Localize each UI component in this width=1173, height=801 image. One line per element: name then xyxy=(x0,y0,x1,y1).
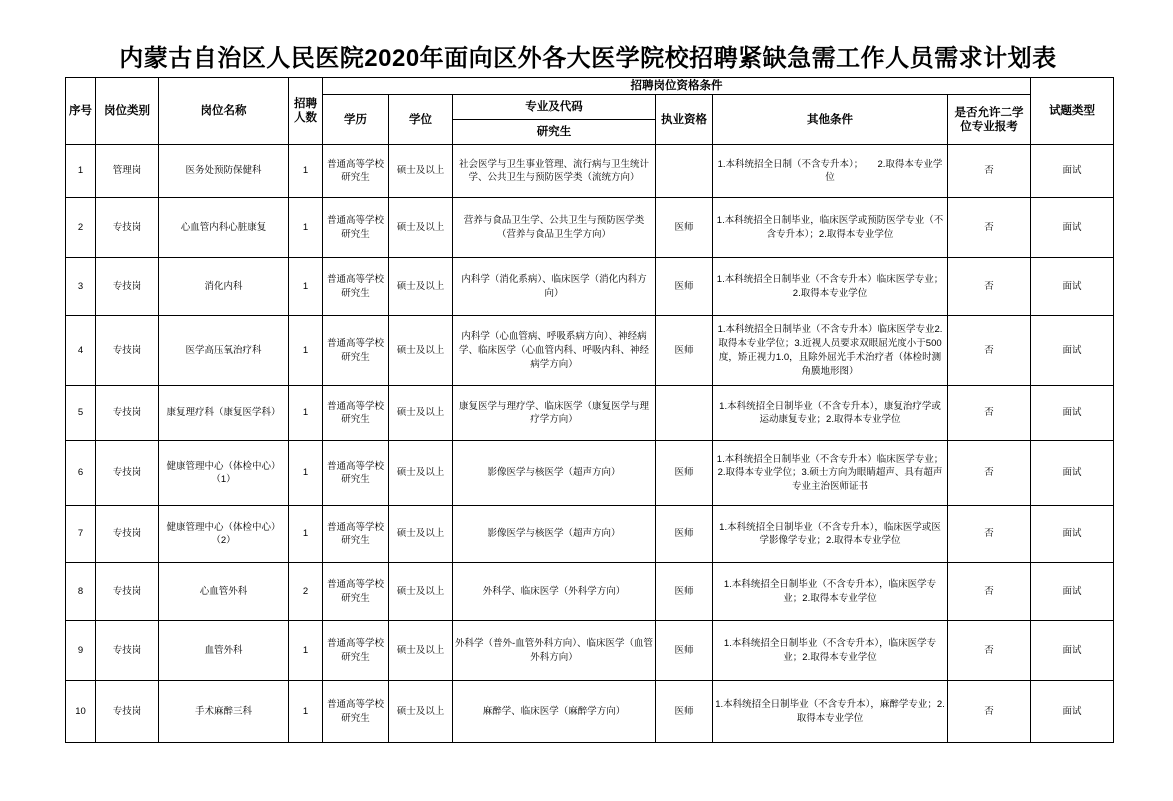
cell-education: 普通高等学校研究生 xyxy=(323,258,389,316)
table-row xyxy=(66,145,1114,198)
cell-practice-qualification: 医师 xyxy=(656,621,713,681)
cell-degree: 硕士及以上 xyxy=(389,621,453,681)
cell-degree: 硕士及以上 xyxy=(389,145,453,198)
cell-category: 专技岗 xyxy=(96,198,159,258)
header-other-conditions: 其他条件 xyxy=(713,95,948,145)
table-body xyxy=(66,145,1114,743)
cell-second-degree: 否 xyxy=(948,621,1031,681)
header-qualification-band: 招聘岗位资格条件 xyxy=(323,78,1031,95)
cell-no: 4 xyxy=(66,316,96,386)
table-row xyxy=(66,563,1114,621)
header-graduate: 研究生 xyxy=(453,120,656,145)
table-row xyxy=(66,316,1114,386)
cell-no: 9 xyxy=(66,621,96,681)
cell-second-degree: 否 xyxy=(948,386,1031,441)
cell-headcount: 1 xyxy=(289,441,323,506)
cell-position-name: 健康管理中心（体检中心）（1） xyxy=(159,441,289,506)
cell-second-degree: 否 xyxy=(948,145,1031,198)
header-second-degree: 是否允许二学位专业报考 xyxy=(948,95,1031,145)
cell-position-name: 健康管理中心（体检中心）（2） xyxy=(159,506,289,563)
cell-category: 管理岗 xyxy=(96,145,159,198)
header-degree: 学位 xyxy=(389,95,453,145)
header-exam-type: 试题类型 xyxy=(1031,78,1114,145)
cell-exam-type: 面试 xyxy=(1031,258,1114,316)
cell-category: 专技岗 xyxy=(96,386,159,441)
cell-headcount: 1 xyxy=(289,145,323,198)
cell-exam-type: 面试 xyxy=(1031,316,1114,386)
table-row xyxy=(66,386,1114,441)
header-no: 序号 xyxy=(66,78,96,145)
cell-other-conditions: 1.本科统招全日制毕业（不含专升本），临床医学专业；2.取得本专业学位 xyxy=(713,563,948,621)
cell-no: 6 xyxy=(66,441,96,506)
cell-exam-type: 面试 xyxy=(1031,681,1114,743)
cell-position-name: 医务处预防保健科 xyxy=(159,145,289,198)
cell-major: 社会医学与卫生事业管理、流行病与卫生统计学、公共卫生与预防医学类（流统方向） xyxy=(453,145,656,198)
cell-second-degree: 否 xyxy=(948,316,1031,386)
cell-education: 普通高等学校研究生 xyxy=(323,681,389,743)
cell-degree: 硕士及以上 xyxy=(389,198,453,258)
cell-other-conditions: 1.本科统招全日制毕业（不含专升本），临床医学或医学影像学专业；2.取得本专业学位 xyxy=(713,506,948,563)
cell-headcount: 2 xyxy=(289,563,323,621)
cell-practice-qualification: 医师 xyxy=(656,316,713,386)
cell-exam-type: 面试 xyxy=(1031,198,1114,258)
cell-exam-type: 面试 xyxy=(1031,441,1114,506)
cell-position-name: 心血管内科心脏康复 xyxy=(159,198,289,258)
cell-other-conditions: 1.本科统招全日制毕业（不含专升本），麻醉学专业；2.取得本专业学位 xyxy=(713,681,948,743)
cell-degree: 硕士及以上 xyxy=(389,506,453,563)
cell-no: 2 xyxy=(66,198,96,258)
cell-practice-qualification: 医师 xyxy=(656,506,713,563)
cell-exam-type: 面试 xyxy=(1031,563,1114,621)
cell-headcount: 1 xyxy=(289,316,323,386)
cell-position-name: 康复理疗科（康复医学科） xyxy=(159,386,289,441)
cell-major: 营养与食品卫生学、公共卫生与预防医学类（营养与食品卫生学方向） xyxy=(453,198,656,258)
cell-degree: 硕士及以上 xyxy=(389,681,453,743)
cell-second-degree: 否 xyxy=(948,563,1031,621)
cell-major: 影像医学与核医学（超声方向） xyxy=(453,506,656,563)
header-major-and-code: 专业及代码 xyxy=(453,95,656,120)
cell-practice-qualification: 医师 xyxy=(656,563,713,621)
table-header xyxy=(66,78,1114,145)
header-practice-qualification: 执业资格 xyxy=(656,95,713,145)
page-title: 内蒙古自治区人民医院2020年面向区外各大医学院校招聘紧缺急需工作人员需求计划表 xyxy=(119,45,1057,72)
cell-category: 专技岗 xyxy=(96,316,159,386)
cell-second-degree: 否 xyxy=(948,681,1031,743)
cell-major: 内科学（心血管病、呼吸系病方向）、神经病学、临床医学（心血管内科、呼吸内科、神经病学方向） xyxy=(453,316,656,386)
cell-exam-type: 面试 xyxy=(1031,506,1114,563)
cell-education: 普通高等学校研究生 xyxy=(323,506,389,563)
cell-no: 5 xyxy=(66,386,96,441)
table-row xyxy=(66,198,1114,258)
cell-headcount: 1 xyxy=(289,621,323,681)
cell-other-conditions: 1.本科统招全日制毕业，临床医学或预防医学专业（不含专升本）；2.取得本专业学位 xyxy=(713,198,948,258)
cell-category: 专技岗 xyxy=(96,258,159,316)
cell-education: 普通高等学校研究生 xyxy=(323,316,389,386)
cell-position-name: 消化内科 xyxy=(159,258,289,316)
cell-education: 普通高等学校研究生 xyxy=(323,386,389,441)
cell-major: 外科学（普外-血管外科方向）、临床医学（血管外科方向） xyxy=(453,621,656,681)
cell-category: 专技岗 xyxy=(96,441,159,506)
cell-education: 普通高等学校研究生 xyxy=(323,621,389,681)
cell-education: 普通高等学校研究生 xyxy=(323,198,389,258)
header-position: 岗位名称 xyxy=(159,78,289,145)
cell-category: 专技岗 xyxy=(96,563,159,621)
cell-degree: 硕士及以上 xyxy=(389,386,453,441)
cell-exam-type: 面试 xyxy=(1031,386,1114,441)
cell-other-conditions: 1.本科统招全日制毕业（不含专升本）临床医学专业；2.取得本专业学位；3.硕士方向为眼睛超声、具有超声专业主治医师证书 xyxy=(713,441,948,506)
cell-no: 3 xyxy=(66,258,96,316)
cell-other-conditions: 1.本科统招全日制毕业（不含专升本）临床医学专业；2.取得本专业学位 xyxy=(713,258,948,316)
cell-second-degree: 否 xyxy=(948,441,1031,506)
cell-headcount: 1 xyxy=(289,506,323,563)
cell-practice-qualification: 医师 xyxy=(656,198,713,258)
table-row xyxy=(66,441,1114,506)
cell-practice-qualification: 医师 xyxy=(656,258,713,316)
cell-major: 康复医学与理疗学、临床医学（康复医学与理疗学方向） xyxy=(453,386,656,441)
cell-position-name: 血管外科 xyxy=(159,621,289,681)
cell-exam-type: 面试 xyxy=(1031,621,1114,681)
cell-position-name: 医学高压氧治疗科 xyxy=(159,316,289,386)
header-education: 学历 xyxy=(323,95,389,145)
cell-category: 专技岗 xyxy=(96,621,159,681)
cell-second-degree: 否 xyxy=(948,506,1031,563)
header-headcount: 招聘人数 xyxy=(289,78,323,145)
cell-second-degree: 否 xyxy=(948,258,1031,316)
cell-major: 内科学（消化系病）、临床医学（消化内科方向） xyxy=(453,258,656,316)
cell-second-degree: 否 xyxy=(948,198,1031,258)
cell-other-conditions: 1.本科统招全日制毕业（不含专升本），临床医学专业；2.取得本专业学位 xyxy=(713,621,948,681)
cell-other-conditions: 1.本科统招全日制毕业（不含专升本）临床医学专业2.取得本专业学位；3.近视人员要求双眼屈光度小于500度，矫正视力1.0，且除外屈光手术治疗者（体检时测角膜地形图） xyxy=(713,316,948,386)
cell-headcount: 1 xyxy=(289,258,323,316)
cell-other-conditions: 1.本科统招全日制毕业（不含专升本），康复治疗学或运动康复专业；2.取得本专业学位 xyxy=(713,386,948,441)
cell-education: 普通高等学校研究生 xyxy=(323,563,389,621)
cell-other-conditions: 1.本科统招全日制（不含专升本）； 2.取得本专业学位 xyxy=(713,145,948,198)
cell-practice-qualification xyxy=(656,386,713,441)
cell-degree: 硕士及以上 xyxy=(389,258,453,316)
cell-position-name: 心血管外科 xyxy=(159,563,289,621)
cell-headcount: 1 xyxy=(289,386,323,441)
cell-category: 专技岗 xyxy=(96,506,159,563)
cell-headcount: 1 xyxy=(289,681,323,743)
header-category: 岗位类别 xyxy=(96,78,159,145)
cell-no: 8 xyxy=(66,563,96,621)
cell-education: 普通高等学校研究生 xyxy=(323,145,389,198)
cell-degree: 硕士及以上 xyxy=(389,316,453,386)
cell-headcount: 1 xyxy=(289,198,323,258)
table-row xyxy=(66,258,1114,316)
cell-category: 专技岗 xyxy=(96,681,159,743)
cell-major: 影像医学与核医学（超声方向） xyxy=(453,441,656,506)
cell-degree: 硕士及以上 xyxy=(389,441,453,506)
cell-practice-qualification: 医师 xyxy=(656,441,713,506)
cell-position-name: 手术麻醉三科 xyxy=(159,681,289,743)
cell-major: 麻醉学、临床医学（麻醉学方向） xyxy=(453,681,656,743)
cell-no: 10 xyxy=(66,681,96,743)
cell-degree: 硕士及以上 xyxy=(389,563,453,621)
cell-practice-qualification xyxy=(656,145,713,198)
table-row xyxy=(66,621,1114,681)
cell-major: 外科学、临床医学（外科学方向） xyxy=(453,563,656,621)
cell-exam-type: 面试 xyxy=(1031,145,1114,198)
cell-practice-qualification: 医师 xyxy=(656,681,713,743)
cell-education: 普通高等学校研究生 xyxy=(323,441,389,506)
table-row xyxy=(66,506,1114,563)
recruitment-table xyxy=(65,77,1114,743)
cell-no: 7 xyxy=(66,506,96,563)
cell-no: 1 xyxy=(66,145,96,198)
table-row xyxy=(66,681,1114,743)
